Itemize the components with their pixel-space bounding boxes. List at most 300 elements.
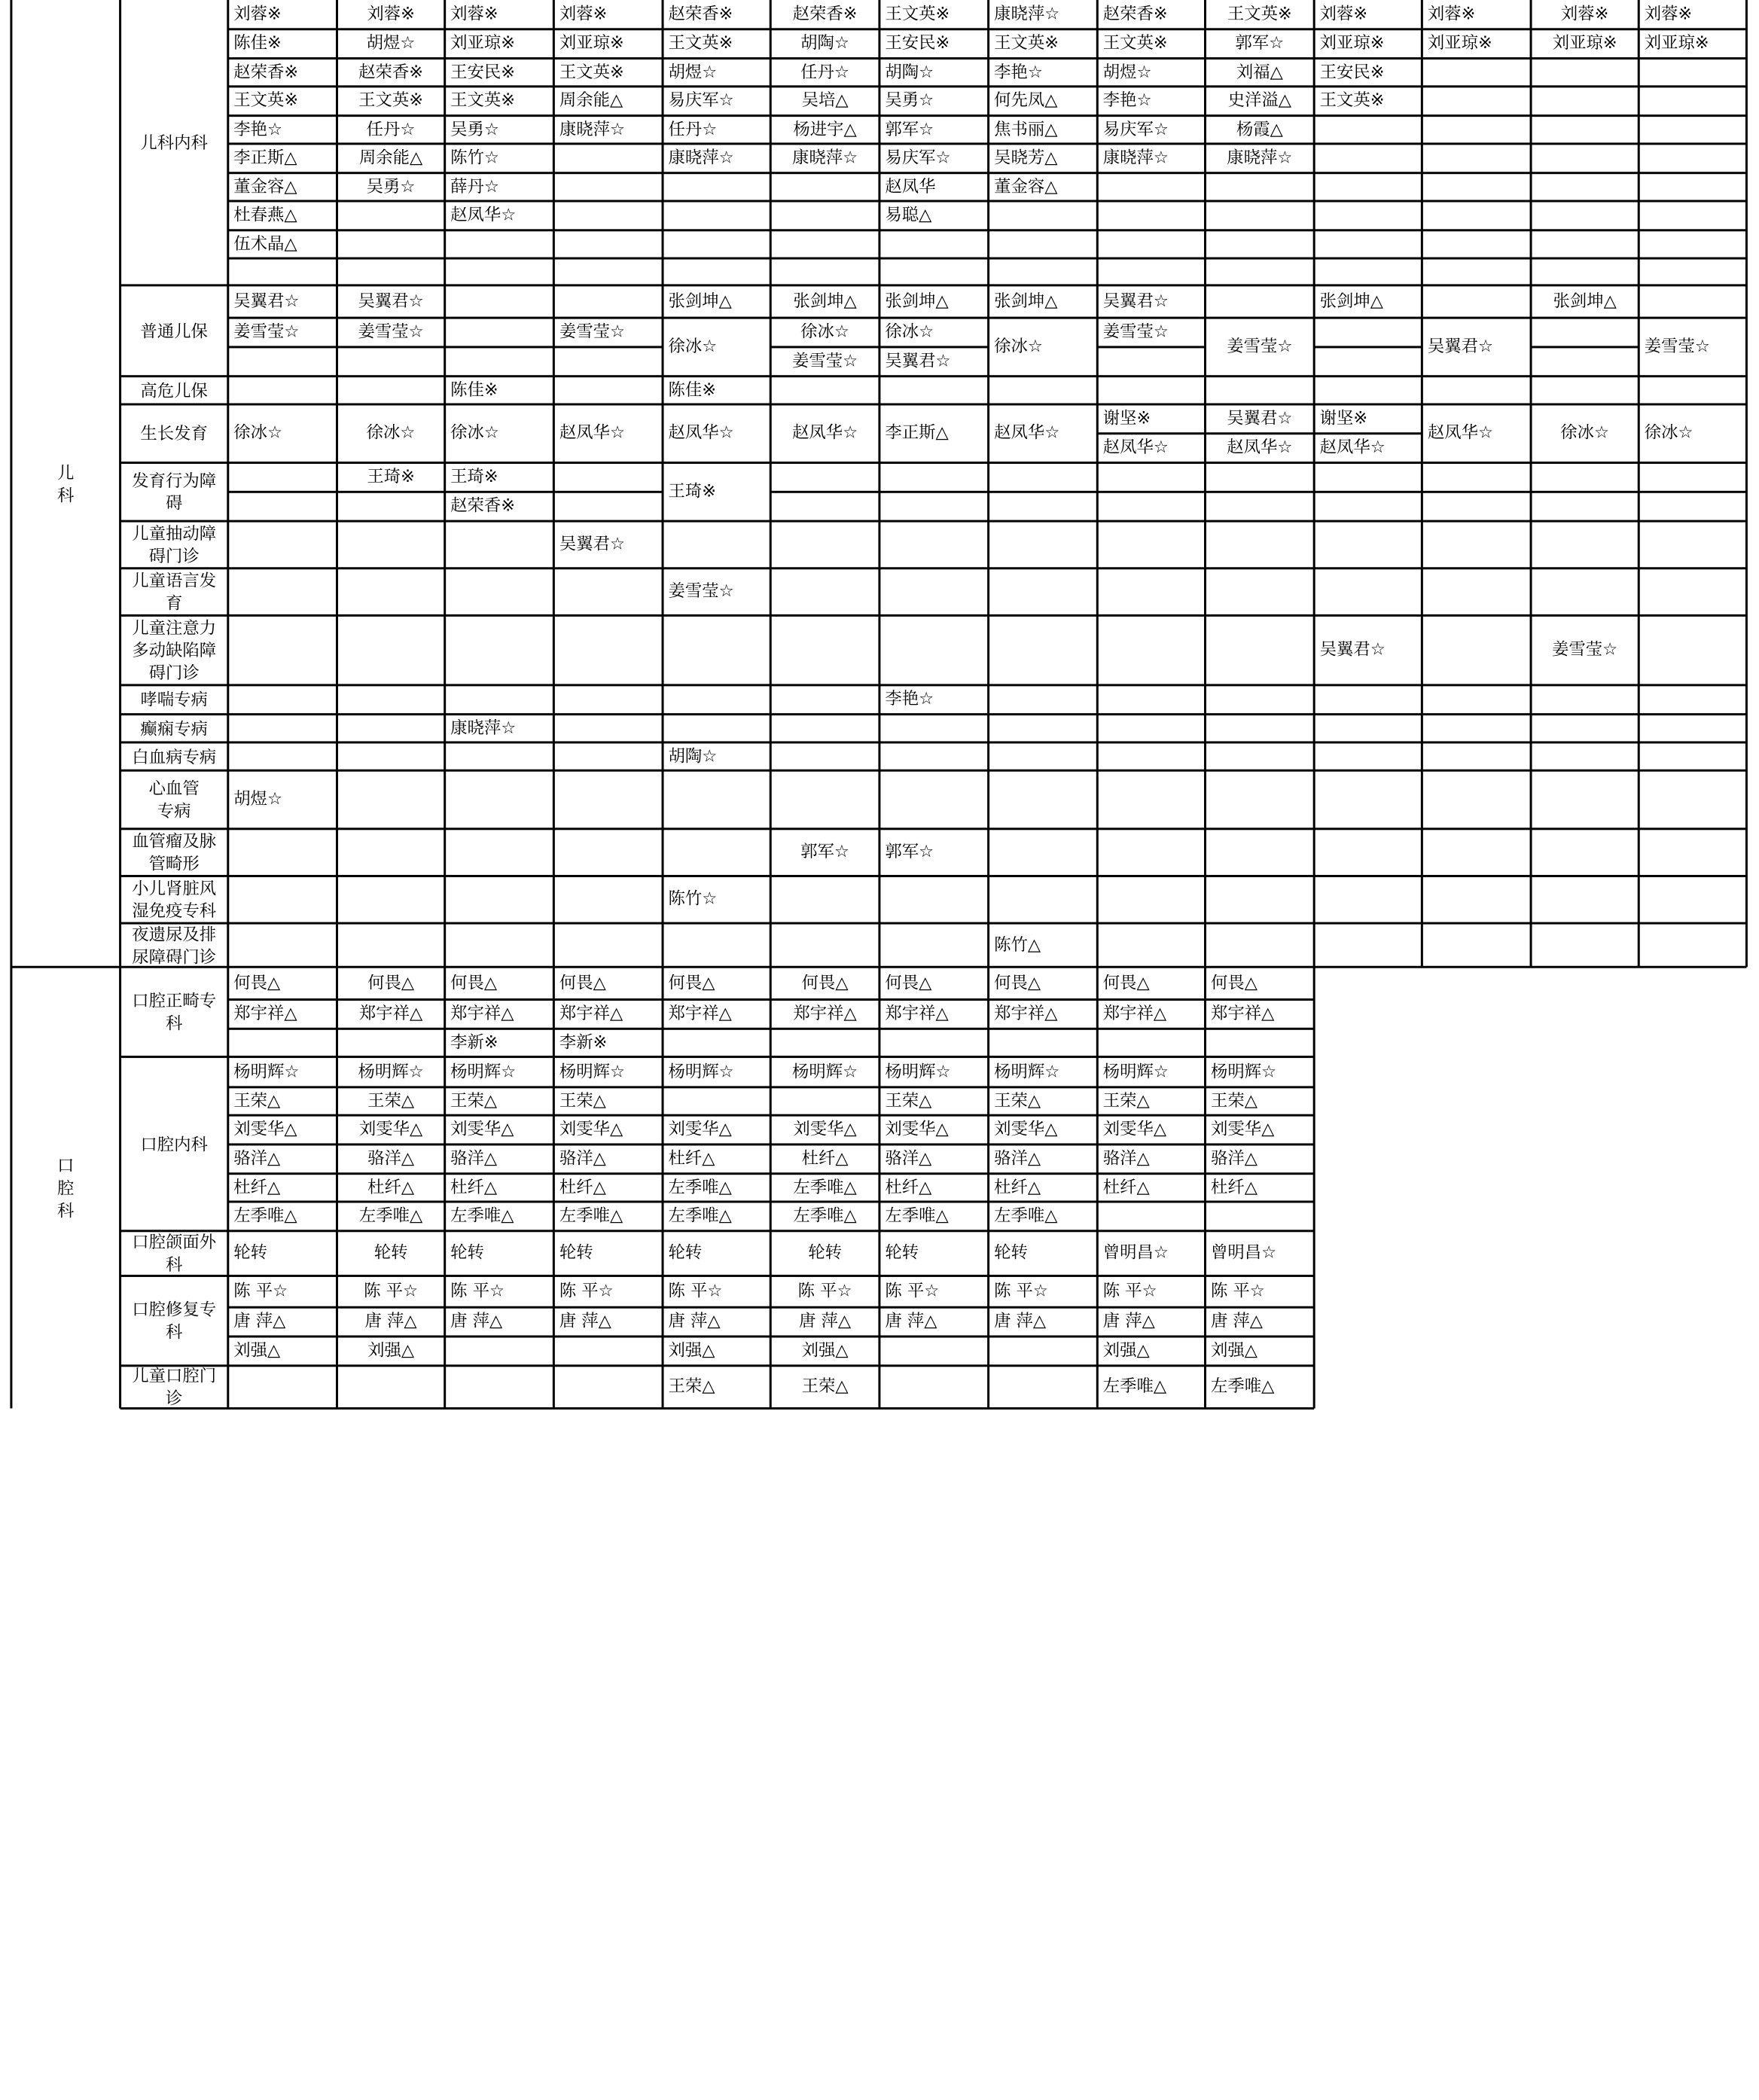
doctor-name-cell: 任丹☆	[668, 118, 718, 139]
doctor-name-cell: 杜纤△	[994, 1176, 1041, 1197]
doctor-name-cell: 陈佳※	[668, 379, 717, 400]
grid-line	[1639, 86, 1746, 87]
grid-line	[1422, 143, 1531, 145]
doctor-name-cell: 赵凤华☆	[1427, 422, 1494, 443]
doctor-name-cell: 轮转	[885, 1242, 919, 1263]
doctor-name-cell: 杨明辉☆	[1210, 1060, 1277, 1081]
subspecialty-label: 儿童注意力 多动缺陷障 碍门诊	[132, 617, 217, 683]
subspecialty-label: 口腔颌面外 科	[132, 1232, 217, 1275]
grid-line	[1205, 317, 1314, 319]
subspecialty-label: 哮喘专病	[140, 689, 208, 710]
grid-line	[337, 172, 444, 174]
doctor-name-cell: 左季唯△	[1210, 1376, 1275, 1397]
doctor-name-cell: 徐冰☆	[668, 335, 718, 356]
grid-line	[989, 1201, 1098, 1202]
doctor-name-cell: 徐冰☆	[450, 422, 499, 443]
grid-line	[989, 1028, 1098, 1029]
doctor-name-cell: 吴培△	[801, 90, 849, 111]
grid-line	[663, 1114, 770, 1116]
grid-line	[1097, 491, 1205, 492]
grid-line	[553, 1028, 663, 1029]
grid-line	[337, 1201, 444, 1202]
grid-line	[1097, 317, 1205, 319]
doctor-name-cell: 王安民※	[1319, 61, 1385, 82]
doctor-name-cell: 胡煜☆	[233, 788, 283, 809]
grid-line	[120, 462, 1747, 464]
grid-line	[228, 58, 337, 59]
grid-line	[989, 1114, 1098, 1116]
grid-line	[662, 0, 663, 967]
doctor-name-cell: 骆洋△	[233, 1148, 281, 1169]
grid-line	[770, 1201, 880, 1202]
grid-line	[770, 346, 880, 348]
grid-line	[1639, 491, 1746, 492]
grid-line	[553, 258, 663, 259]
doctor-name-cell: 任丹☆	[366, 118, 416, 139]
grid-line	[1205, 143, 1314, 145]
grid-line	[1639, 115, 1746, 117]
grid-line	[120, 741, 1747, 743]
doctor-name-cell: 康晓萍☆	[559, 118, 626, 139]
doctor-name-cell: 刘雯华△	[668, 1118, 732, 1139]
grid-line	[1096, 0, 1098, 967]
grid-line	[1097, 230, 1205, 231]
grid-line	[1639, 29, 1746, 30]
grid-line	[1097, 1306, 1205, 1308]
grid-line	[120, 684, 1747, 686]
doctor-name-cell: 伍术晶△	[233, 233, 297, 254]
grid-line	[1313, 0, 1315, 967]
grid-line	[663, 86, 770, 87]
doctor-name-cell: 姜雪莹☆	[1102, 321, 1169, 342]
doctor-name-cell: 赵凤华☆	[1227, 437, 1293, 458]
grid-line	[663, 172, 770, 174]
grid-line	[444, 0, 446, 967]
doctor-name-cell: 郭军☆	[1235, 32, 1285, 53]
doctor-name-cell: 王荣△	[367, 1090, 415, 1111]
grid-line	[120, 1230, 1315, 1232]
doctor-name-cell: 左季唯△	[1102, 1376, 1167, 1397]
grid-line	[445, 1028, 554, 1029]
grid-line	[553, 491, 663, 492]
doctor-name-cell: 姜雪莹☆	[668, 581, 734, 602]
grid-line	[880, 1173, 989, 1175]
grid-line	[1205, 172, 1314, 174]
grid-line	[663, 230, 770, 231]
grid-line	[989, 999, 1098, 1001]
doctor-name-cell: 吴勇☆	[885, 90, 934, 111]
subspecialty-label: 生长发育	[140, 423, 208, 444]
doctor-name-cell: 陈 平☆	[450, 1280, 505, 1301]
doctor-name-cell: 左季唯△	[668, 1205, 732, 1226]
grid-line	[1097, 1144, 1205, 1145]
grid-line	[880, 999, 989, 1001]
grid-line	[1314, 433, 1422, 434]
grid-line	[1097, 200, 1205, 202]
grid-line	[1205, 200, 1314, 202]
grid-line	[1422, 200, 1531, 202]
grid-line	[228, 115, 337, 117]
grid-line	[337, 1028, 444, 1029]
grid-line	[1422, 86, 1531, 87]
doctor-name-cell: 王荣△	[450, 1090, 498, 1111]
grid-line	[1097, 86, 1205, 87]
doctor-name-cell: 郑宇祥△	[668, 1002, 732, 1023]
grid-line	[770, 1114, 880, 1116]
doctor-name-cell: 王琦※	[450, 466, 498, 486]
doctor-name-cell: 王文英※	[450, 90, 516, 111]
doctor-name-cell: 骆洋△	[367, 1148, 415, 1169]
doctor-name-cell: 李艳☆	[1102, 90, 1152, 111]
grid-line	[1205, 258, 1314, 259]
doctor-name-cell: 刘雯华△	[358, 1118, 423, 1139]
grid-line	[120, 614, 1747, 617]
doctor-name-cell: 左季唯△	[994, 1205, 1058, 1226]
grid-line	[989, 230, 1098, 231]
doctor-name-cell: 王文英※	[1102, 32, 1168, 53]
doctor-name-cell: 王文英※	[233, 90, 299, 111]
grid-line	[989, 1336, 1098, 1337]
grid-line	[553, 86, 663, 87]
grid-line	[228, 1306, 337, 1308]
doctor-name-cell: 王荣△	[1102, 1090, 1150, 1111]
grid-line	[553, 1087, 663, 1088]
grid-line	[1314, 29, 1422, 30]
grid-line	[1205, 433, 1314, 434]
grid-line	[880, 1087, 989, 1088]
grid-line	[445, 115, 554, 117]
grid-line	[1097, 1336, 1205, 1337]
grid-line	[1097, 1201, 1205, 1202]
grid-line	[1205, 1201, 1314, 1202]
doctor-name-cell: 左季唯△	[885, 1205, 949, 1226]
doctor-name-cell: 王荣△	[233, 1090, 281, 1111]
grid-line	[663, 999, 770, 1001]
doctor-name-cell: 姜雪莹☆	[358, 321, 424, 342]
grid-line	[553, 200, 663, 202]
grid-line	[228, 86, 337, 87]
doctor-name-cell: 郑宇祥△	[1102, 1002, 1167, 1023]
doctor-name-cell: 郑宇祥△	[1210, 1002, 1275, 1023]
doctor-name-cell: 李艳☆	[233, 118, 283, 139]
grid-line	[553, 1173, 663, 1175]
doctor-name-cell: 赵凤华☆	[1102, 437, 1169, 458]
grid-line	[1530, 0, 1532, 967]
grid-line	[1531, 172, 1639, 174]
department-name: 儿 科	[57, 462, 75, 505]
doctor-name-cell: 骆洋△	[559, 1148, 606, 1169]
doctor-name-cell: 杨明辉☆	[885, 1060, 951, 1081]
doctor-name-cell: 张剑坤△	[1553, 290, 1617, 311]
doctor-name-cell: 杨明辉☆	[994, 1060, 1060, 1081]
doctor-name-cell: 王荣△	[801, 1376, 849, 1397]
doctor-name-cell: 王文英※	[885, 3, 950, 24]
grid-line	[1314, 200, 1422, 202]
grid-line	[662, 967, 663, 1408]
grid-line	[770, 172, 880, 174]
doctor-name-cell: 康晓萍☆	[668, 147, 734, 168]
grid-line	[445, 1144, 554, 1145]
grid-line	[1097, 115, 1205, 117]
doctor-name-cell: 王琦※	[668, 480, 717, 501]
doctor-name-cell: 董金容△	[233, 175, 297, 197]
doctor-name-cell: 吴翼君☆	[559, 533, 626, 554]
grid-line	[120, 966, 1747, 968]
doctor-name-cell: 骆洋△	[994, 1148, 1041, 1169]
doctor-name-cell: 刘雯华△	[450, 1118, 514, 1139]
doctor-name-cell: 陈 平☆	[1102, 1280, 1157, 1301]
doctor-name-cell: 李正斯△	[885, 422, 949, 443]
grid-line	[1205, 58, 1314, 59]
doctor-name-cell: 谢坚※	[1319, 407, 1368, 428]
grid-line	[120, 1364, 1315, 1367]
grid-line	[1531, 317, 1639, 319]
grid-line	[1097, 172, 1205, 174]
doctor-name-cell: 轮转	[559, 1242, 593, 1263]
grid-line	[1097, 29, 1205, 30]
doctor-name-cell: 徐冰☆	[1560, 422, 1610, 443]
doctor-name-cell: 左季唯△	[358, 1205, 423, 1226]
doctor-name-cell: 王荣△	[559, 1090, 606, 1111]
doctor-name-cell: 刘雯华△	[559, 1118, 623, 1139]
doctor-name-cell: 杨霞△	[1236, 118, 1283, 139]
doctor-name-cell: 骆洋△	[450, 1148, 498, 1169]
doctor-name-cell: 史洋溢△	[1227, 90, 1292, 111]
grid-line	[989, 29, 1098, 30]
doctor-name-cell: 赵凤华☆	[994, 422, 1060, 443]
grid-line	[120, 375, 1747, 377]
grid-line	[337, 258, 444, 259]
doctor-name-cell: 刘蓉※	[233, 3, 282, 24]
grid-line	[1314, 172, 1422, 174]
doctor-name-cell: 刘蓉※	[367, 3, 415, 24]
doctor-name-cell: 赵凤华☆	[450, 204, 517, 225]
doctor-name-cell: 易庆军☆	[885, 147, 951, 168]
grid-line	[337, 967, 338, 1408]
grid-line	[228, 317, 337, 319]
grid-line	[770, 1087, 880, 1088]
grid-line	[1205, 115, 1314, 117]
grid-line	[1205, 1336, 1314, 1337]
doctor-name-cell: 何先凤△	[994, 90, 1058, 111]
doctor-name-cell: 王荣△	[994, 1090, 1041, 1111]
grid-line	[1639, 230, 1746, 231]
doctor-name-cell: 陈 平☆	[797, 1280, 852, 1301]
grid-line	[879, 967, 880, 1408]
grid-line	[989, 172, 1098, 174]
grid-line	[1531, 200, 1639, 202]
doctor-name-cell: 杜纤△	[450, 1176, 498, 1197]
doctor-name-cell: 刘亚琼※	[1319, 32, 1385, 53]
doctor-name-cell: 郑宇祥△	[994, 1002, 1058, 1023]
grid-line	[989, 317, 1098, 319]
doctor-name-cell: 杜纤△	[1102, 1176, 1150, 1197]
doctor-name-cell: 杨明辉☆	[358, 1060, 424, 1081]
grid-line	[1639, 143, 1746, 145]
grid-line	[445, 58, 554, 59]
grid-line	[1531, 143, 1639, 145]
doctor-name-cell: 张剑坤△	[793, 290, 857, 311]
grid-line	[880, 58, 989, 59]
doctor-name-cell: 刘雯华△	[233, 1118, 297, 1139]
grid-line	[770, 1306, 880, 1308]
grid-line	[880, 317, 989, 319]
grid-line	[553, 172, 663, 174]
grid-line	[1422, 115, 1531, 117]
doctor-name-cell: 何畏△	[367, 971, 415, 992]
subspecialty-label: 血管瘤及脉 管畸形	[132, 831, 217, 874]
grid-line	[1205, 29, 1314, 30]
doctor-name-cell: 徐冰☆	[994, 335, 1043, 356]
grid-line	[1205, 1114, 1314, 1116]
doctor-name-cell: 郑宇祥△	[793, 1002, 857, 1023]
grid-line	[120, 1275, 1315, 1277]
grid-line	[880, 230, 989, 231]
doctor-name-cell: 骆洋△	[885, 1148, 932, 1169]
grid-line	[1097, 143, 1205, 145]
doctor-name-cell: 唐 萍△	[799, 1310, 852, 1331]
doctor-name-cell: 陈 平☆	[885, 1280, 940, 1301]
grid-line	[770, 230, 880, 231]
grid-line	[445, 200, 554, 202]
grid-line	[445, 86, 554, 87]
grid-line	[553, 1114, 663, 1116]
grid-line	[445, 258, 554, 259]
grid-line	[228, 29, 337, 30]
grid-line	[445, 143, 554, 145]
grid-line	[1531, 230, 1639, 231]
grid-line	[553, 1144, 663, 1145]
grid-line	[880, 1336, 989, 1337]
grid-line	[228, 1201, 337, 1202]
doctor-name-cell: 何畏△	[994, 971, 1041, 992]
grid-line	[1422, 230, 1531, 231]
doctor-name-cell: 吴晓芳△	[994, 147, 1058, 168]
grid-line	[663, 115, 770, 117]
doctor-name-cell: 李正斯△	[233, 147, 297, 168]
grid-line	[1205, 230, 1314, 231]
grid-line	[1097, 1028, 1205, 1029]
doctor-name-cell: 刘强△	[801, 1340, 849, 1361]
doctor-name-cell: 张剑坤△	[994, 290, 1058, 311]
doctor-name-cell: 刘亚琼※	[1552, 32, 1617, 53]
grid-line	[770, 0, 771, 967]
doctor-name-cell: 赵凤华☆	[1319, 437, 1386, 458]
doctor-name-cell: 吴翼君☆	[233, 290, 300, 311]
grid-line	[120, 567, 1747, 569]
grid-line	[770, 200, 880, 202]
doctor-name-cell: 杜纤△	[668, 1148, 715, 1169]
grid-line	[663, 58, 770, 59]
doctor-name-cell: 王荣△	[1210, 1090, 1258, 1111]
grid-line	[1421, 0, 1422, 967]
doctor-name-cell: 何畏△	[1210, 971, 1258, 992]
subspecialty-label: 发育行为障 碍	[132, 470, 217, 514]
grid-line	[770, 58, 880, 59]
doctor-name-cell: 徐冰☆	[366, 422, 416, 443]
grid-line	[770, 1028, 880, 1029]
doctor-name-cell: 陈 平☆	[1210, 1280, 1265, 1301]
grid-line	[663, 1306, 770, 1308]
grid-line	[337, 29, 444, 30]
doctor-name-cell: 何畏△	[1102, 971, 1150, 992]
doctor-name-cell: 张剑坤△	[668, 290, 732, 311]
grid-line	[445, 230, 554, 231]
doctor-name-cell: 赵凤华☆	[791, 422, 858, 443]
doctor-name-cell: 赵荣香※	[233, 61, 299, 82]
doctor-name-cell: 王文英※	[668, 32, 733, 53]
grid-line	[553, 58, 663, 59]
doctor-name-cell: 唐 萍△	[233, 1310, 286, 1331]
doctor-name-cell: 郑宇祥△	[885, 1002, 949, 1023]
grid-line	[444, 967, 446, 1408]
doctor-name-cell: 张剑坤△	[885, 290, 949, 311]
grid-line	[337, 0, 338, 967]
doctor-name-cell: 唐 萍△	[450, 1310, 503, 1331]
grid-line	[770, 115, 880, 117]
grid-line	[1422, 491, 1531, 492]
grid-line	[770, 317, 880, 319]
grid-line	[770, 29, 880, 30]
doctor-name-cell: 姜雪莹☆	[1552, 639, 1618, 660]
subspecialty-label: 口腔修复专 科	[132, 1299, 217, 1343]
grid-line	[770, 1144, 880, 1145]
grid-line	[880, 29, 989, 30]
grid-line	[337, 491, 444, 492]
doctor-name-cell: 左季唯△	[668, 1176, 732, 1197]
grid-line	[120, 713, 1747, 715]
grid-line	[880, 143, 989, 145]
grid-line	[337, 346, 444, 348]
grid-line	[1422, 58, 1531, 59]
grid-line	[1205, 0, 1206, 967]
grid-line	[1314, 317, 1422, 319]
doctor-name-cell: 骆洋△	[1210, 1148, 1258, 1169]
doctor-name-cell: 杜纤△	[885, 1176, 932, 1197]
doctor-name-cell: 刘雯华△	[1102, 1118, 1167, 1139]
doctor-name-cell: 刘蓉※	[559, 3, 608, 24]
doctor-name-cell: 吴翼君☆	[358, 290, 424, 311]
doctor-name-cell: 何畏△	[450, 971, 498, 992]
grid-line	[1096, 967, 1098, 1408]
grid-line	[663, 29, 770, 30]
doctor-name-cell: 刘雯华△	[793, 1118, 857, 1139]
grid-line	[228, 346, 337, 348]
grid-line	[989, 200, 1098, 202]
doctor-name-cell: 王荣△	[885, 1090, 932, 1111]
doctor-name-cell: 杜纤△	[233, 1176, 281, 1197]
grid-line	[228, 143, 337, 145]
grid-line	[120, 1056, 1315, 1058]
grid-line	[553, 29, 663, 30]
doctor-name-cell: 刘强△	[367, 1340, 415, 1361]
grid-line	[445, 1087, 554, 1088]
doctor-name-cell: 吴翼君☆	[885, 350, 951, 371]
doctor-name-cell: 康晓萍☆	[1102, 147, 1169, 168]
doctor-name-cell: 左季唯△	[559, 1205, 623, 1226]
grid-line	[445, 172, 554, 174]
grid-line	[880, 1114, 989, 1116]
grid-line	[1639, 200, 1746, 202]
grid-line	[880, 1028, 989, 1029]
doctor-name-cell: 焦书丽△	[994, 118, 1058, 139]
grid-line	[663, 200, 770, 202]
grid-line	[337, 115, 444, 117]
doctor-name-cell: 胡陶☆	[668, 745, 718, 766]
grid-line	[1205, 1306, 1314, 1308]
grid-line	[1205, 86, 1314, 87]
doctor-name-cell: 何畏△	[668, 971, 715, 992]
